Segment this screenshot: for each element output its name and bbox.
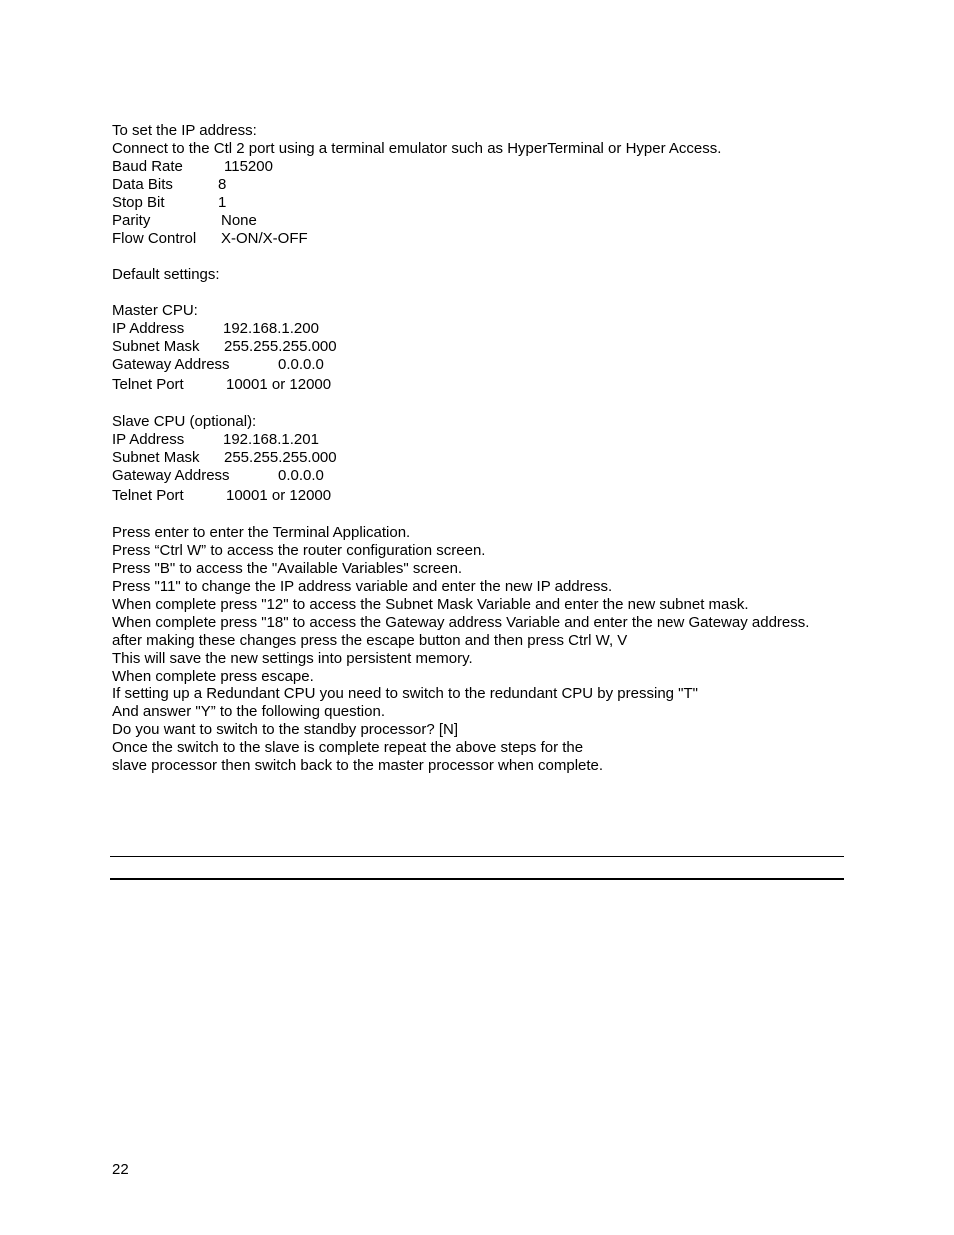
intro-heading: To set the IP address: [112,122,257,139]
instruction-line: Press enter to enter the Terminal Application. [112,524,411,541]
serial-label: Stop Bit [112,194,165,211]
master-heading: Master CPU: [112,302,198,319]
slave-value: 255.255.255.000 [224,449,337,466]
default-settings-heading: Default settings: [112,266,220,283]
intro-connect: Connect to the Ctl 2 port using a terminal emulator such as HyperTerminal or Hyper Access. [112,140,722,157]
master-value: 192.168.1.200 [223,320,319,337]
serial-label: Data Bits [112,176,173,193]
serial-label: Parity [112,212,151,229]
instruction-line: And answer "Y” to the following question. [112,703,385,720]
slave-heading: Slave CPU (optional): [112,413,257,430]
instruction-line: after making these changes press the escape button and then press Ctrl W, V [112,632,628,649]
serial-value: X-ON/X-OFF [221,230,308,247]
instruction-line: When complete press escape. [112,668,314,685]
divider-bottom [110,878,844,880]
instruction-line: If setting up a Redundant CPU you need to switch to the redundant CPU by pressing "T" [112,685,698,702]
instruction-line: When complete press "18" to access the Gateway address Variable and enter the new Gateway address. [112,614,810,631]
serial-value: 115200 [224,158,273,175]
master-label: Telnet Port [112,376,184,393]
master-label: Gateway Address [112,356,230,373]
master-value: 255.255.255.000 [224,338,337,355]
slave-label: IP Address [112,431,185,448]
instruction-line: This will save the new settings into persistent memory. [112,650,473,667]
slave-label: Subnet Mask [112,449,200,466]
instruction-line: Press "B" to access the "Available Variables" screen. [112,560,463,577]
master-label: IP Address [112,320,185,337]
slave-value: 192.168.1.201 [223,431,319,448]
instruction-line: When complete press "12" to access the Subnet Mask Variable and enter the new subnet mask. [112,596,749,613]
serial-value: 1 [218,194,227,211]
serial-value: 8 [218,176,227,193]
master-value: 10001 or 12000 [226,376,332,393]
master-value: 0.0.0.0 [278,356,324,373]
instruction-line: Press “Ctrl W” to access the router configuration screen. [112,542,486,559]
slave-label: Telnet Port [112,487,184,504]
instruction-line: Do you want to switch to the standby processor? [N] [112,721,459,738]
instruction-line: Once the switch to the slave is complete repeat the above steps for the [112,739,584,756]
slave-label: Gateway Address [112,467,230,484]
instruction-line: Press "11" to change the IP address variable and enter the new IP address. [112,578,613,595]
page-number: 22 [112,1161,129,1178]
serial-value: None [221,212,257,229]
divider-top [110,856,844,857]
master-label: Subnet Mask [112,338,200,355]
slave-value: 0.0.0.0 [278,467,324,484]
serial-label: Baud Rate [112,158,183,175]
slave-value: 10001 or 12000 [226,487,332,504]
serial-label: Flow Control [112,230,197,247]
instruction-line: slave processor then switch back to the master processor when complete. [112,757,604,774]
